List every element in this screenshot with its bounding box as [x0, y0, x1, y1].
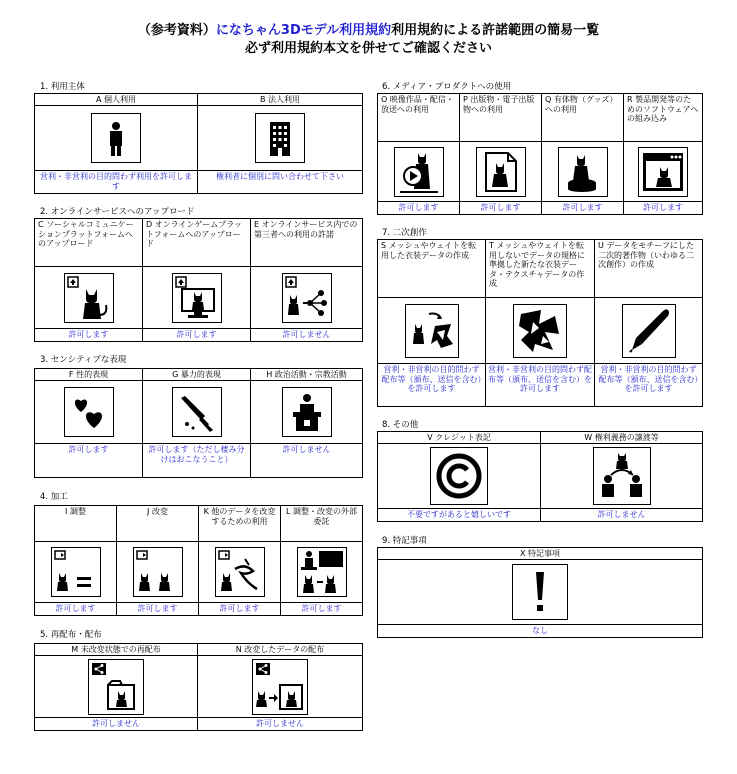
- modify-icon: [133, 547, 183, 597]
- item-o: [378, 94, 460, 214]
- adjust-icon: [51, 547, 101, 597]
- item-w: [541, 432, 702, 521]
- item-s-status: 営利・非営利の目的問わず配布等（頒布、送信を含む）を許可します: [381, 365, 482, 393]
- item-l-code: L 調整・改変の外部委託: [281, 506, 362, 542]
- title-prefix: （参考資料）: [137, 23, 216, 38]
- section-9-table: [377, 547, 703, 638]
- section-7-title: 7. 二次創作: [382, 228, 427, 238]
- item-d-status: 許可します: [176, 330, 217, 339]
- item-c-status: 許可します: [68, 330, 109, 339]
- item-o-status: 許可します: [398, 203, 439, 212]
- item-p-status: 許可します: [480, 203, 521, 212]
- section-2-title: 2. オンラインサービスへのアップロード: [40, 207, 195, 217]
- game-monitor-icon: [172, 273, 222, 323]
- item-u-code: U データをモチーフにした二次的著作物（いわゆる二次創作）の作成: [595, 240, 702, 298]
- item-g: [143, 369, 251, 477]
- section-8-table: [377, 431, 703, 522]
- item-r-code: R 製品開発等のためのソフトウェアへの組み込み: [624, 94, 702, 142]
- item-e: [251, 219, 362, 341]
- person-icon: [91, 113, 141, 163]
- item-m-status: 許可しません: [92, 719, 140, 728]
- item-k-status: 許可します: [219, 604, 260, 613]
- item-l: [281, 506, 362, 615]
- item-h-status: 許可しません: [282, 445, 331, 454]
- redistribute-icon: [88, 659, 144, 715]
- item-j-code: J 改変: [117, 506, 198, 542]
- item-q: [542, 94, 624, 214]
- section-1-title: 1. 利用主体: [40, 82, 85, 92]
- section-8-title: 8. その他: [382, 420, 419, 430]
- item-w-status: 許可しません: [597, 510, 646, 519]
- title-suffix: 利用規約による許諾範囲の簡易一覧: [391, 23, 600, 38]
- item-a-code: A 個人利用: [35, 94, 197, 106]
- item-k: [199, 506, 281, 615]
- item-k-code: K 他のデータを改変するための利用: [199, 506, 280, 542]
- item-d-code: D オンラインゲームプラットフォームへのアップロード: [143, 219, 250, 267]
- item-e-status: 許可しません: [282, 330, 331, 339]
- item-t: [486, 240, 595, 406]
- item-a: [35, 94, 198, 193]
- transfer-icon: [593, 447, 651, 505]
- building-icon: [255, 113, 305, 163]
- pen-icon: [622, 304, 676, 358]
- upload-cat-icon: [64, 273, 114, 323]
- section-5-table: [34, 643, 363, 731]
- item-w-code: W 権利義務の譲渡等: [541, 432, 702, 444]
- item-r: [624, 94, 702, 214]
- item-f-code: F 性的表現: [35, 369, 142, 381]
- item-f: [35, 369, 143, 477]
- item-u-status: 営利・非営利の目的問わず配布等（頒布、送信を含む）を許可します: [598, 365, 699, 393]
- item-t-code: T メッシュやウェイトを転用しないでデータの規格に準拠した新たな衣装データ・テクスチャデータの作成: [486, 240, 594, 298]
- item-i-status: 許可します: [55, 604, 96, 613]
- section-1-table: [34, 93, 363, 194]
- item-v-status: 不要ですがあると嬉しいです: [407, 510, 511, 519]
- page-subtitle: 必ず利用規約本文を併せてご確認ください: [244, 41, 492, 56]
- section-4-table: [34, 505, 363, 616]
- outsource-icon: [297, 547, 347, 597]
- item-m-code: M 未改変状態での再配布: [35, 644, 197, 656]
- distribute-modified-icon: [252, 659, 308, 715]
- section-4-title: 4. 加工: [40, 492, 68, 502]
- item-c: [35, 219, 143, 341]
- item-n-code: N 改変したデータの配布: [198, 644, 362, 656]
- item-n-status: 許可しません: [256, 719, 304, 728]
- item-d: [143, 219, 251, 341]
- item-g-status: 許可します（ただし棲み分けはおこなうこと）: [148, 445, 245, 464]
- item-c-code: C ソーシャルコミュニケーションプラットフォームへのアップロード: [35, 219, 142, 267]
- texture-icon: [513, 304, 567, 358]
- podium-icon: [282, 387, 332, 437]
- item-q-code: Q 有体物（グッズ）への利用: [542, 94, 623, 142]
- item-h: [251, 369, 362, 477]
- page-title: [0, 22, 737, 40]
- cat-cut-icon: [215, 547, 265, 597]
- item-f-status: 許可します: [68, 445, 109, 454]
- section-3-table: [34, 368, 363, 478]
- item-s: [378, 240, 486, 406]
- figure-cat-icon: [558, 147, 608, 197]
- document-cat-icon: [476, 147, 526, 197]
- item-i: [35, 506, 117, 615]
- section-5-title: 5. 再配布・配布: [40, 630, 102, 640]
- item-a-status: 営利・非営利の目的問わず利用を許可します: [40, 172, 192, 191]
- software-window-icon: [638, 147, 688, 197]
- item-b-status: 権利者に個別に問い合わせて下さい: [216, 172, 344, 181]
- item-e-code: E オンラインサービス内での第三者への利用の許諾: [251, 219, 362, 267]
- costume-mesh-icon: [405, 304, 459, 358]
- item-g-code: G 暴力的表現: [143, 369, 250, 381]
- hearts-icon: [64, 387, 114, 437]
- item-s-code: S メッシュやウェイトを転用した衣装データの作成: [378, 240, 485, 298]
- item-q-status: 許可します: [562, 203, 603, 212]
- item-r-status: 許可します: [643, 203, 683, 212]
- section-6-table: [377, 93, 703, 215]
- item-x: [378, 548, 702, 637]
- item-o-code: O 映像作品・配信・放送への利用: [378, 94, 459, 142]
- exclamation-icon: [512, 564, 568, 620]
- item-p: [460, 94, 542, 214]
- item-i-code: I 調整: [35, 506, 116, 542]
- section-9-title: 9. 特記事項: [382, 536, 427, 546]
- section-7-table: [377, 239, 703, 407]
- item-t-status: 営利・非営利の目的問わず配布等（頒布、送信を含む）を許可します: [488, 365, 592, 393]
- item-l-status: 許可します: [301, 604, 342, 613]
- item-j-status: 許可します: [137, 604, 178, 613]
- item-j: [117, 506, 199, 615]
- share-cat-icon: [282, 273, 332, 323]
- knife-icon: [172, 387, 222, 437]
- item-v: [378, 432, 541, 521]
- section-2-table: [34, 218, 363, 342]
- item-u: [595, 240, 702, 406]
- section-3-title: 3. センシティブな表現: [40, 355, 127, 365]
- item-m: [35, 644, 198, 730]
- item-x-code: X 特記事項: [378, 548, 702, 560]
- section-6-title: 6. メディア・プロダクトへの使用: [382, 82, 512, 92]
- item-n: [198, 644, 362, 730]
- video-cat-icon: [394, 147, 444, 197]
- title-terms-name: になちゃん3Dモデル利用規約: [215, 23, 392, 38]
- copyright-icon: [430, 447, 488, 505]
- item-b-code: B 法人利用: [198, 94, 362, 106]
- item-x-status: なし: [532, 626, 548, 635]
- item-v-code: V クレジット表記: [378, 432, 540, 444]
- item-b: [198, 94, 362, 193]
- item-p-code: P 出版物・電子出版物への利用: [460, 94, 541, 142]
- item-h-code: H 政治活動・宗教活動: [251, 369, 362, 381]
